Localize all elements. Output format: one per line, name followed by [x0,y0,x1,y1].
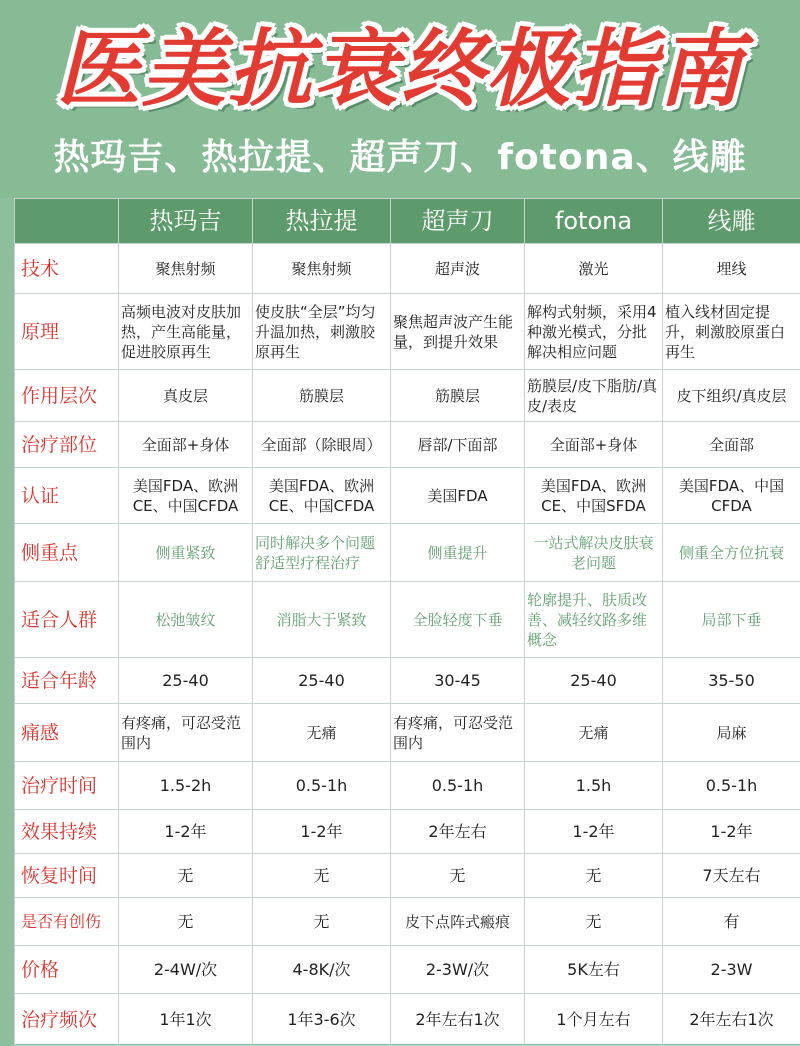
table-cell: 1-2年 [525,810,663,854]
table-cell: 1个月左右 [525,994,663,1046]
table-row [15,854,800,898]
table-cell: 美国FDA [391,468,525,524]
table-cell: 无痛 [253,704,391,762]
table-cell: 一站式解决皮肤衰老问题 [525,524,663,582]
table-cell: 无 [119,898,253,946]
table-cell: 有 [663,898,800,946]
row-label: 原理 [15,294,119,370]
row-label: 痛感 [15,704,119,762]
row-label: 作用层次 [15,370,119,422]
table-cell: 侧重提升 [391,524,525,582]
table-cell: 有疼痛，可忍受范围内 [391,704,525,762]
page-title: 医美抗衰终极指南 [0,14,800,124]
table-cell: 美国FDA、中国CFDA [663,468,800,524]
table-cell: 真皮层 [119,370,253,422]
table-cell: 使皮肤“全层”均匀升温加热，刺激胶原再生 [253,294,391,370]
table-cell: 全面部+身体 [525,422,663,468]
column-header: fotona [525,199,663,244]
table-cell: 局麻 [663,704,800,762]
table-cell: 1-2年 [253,810,391,854]
table-row [15,658,800,704]
table-cell: 美国FDA、欧洲CE、中国CFDA [253,468,391,524]
table-cell: 35-50 [663,658,800,704]
table-cell: 全面部+身体 [119,422,253,468]
table-cell: 无 [525,898,663,946]
comparison-table [14,198,800,1044]
table-cell: 5K左右 [525,946,663,994]
table-cell: 1-2年 [663,810,800,854]
row-label: 治疗频次 [15,994,119,1046]
table-cell: 30-45 [391,658,525,704]
table-cell: 无痛 [525,704,663,762]
column-header: 热玛吉 [119,199,253,244]
table-row [15,704,800,762]
table-cell: 0.5-1h [391,762,525,810]
table-cell: 2年左右 [391,810,525,854]
table-cell: 同时解决多个问题舒适型疗程治疗 [253,524,391,582]
table-row [15,898,800,946]
table-cell: 激光 [525,244,663,294]
row-label: 侧重点 [15,524,119,582]
table-cell: 2年左右1次 [391,994,525,1046]
row-label: 适合年龄 [15,658,119,704]
table-cell: 无 [253,898,391,946]
table-cell: 全面部（除眼周） [253,422,391,468]
table-cell: 高频电波对皮肤加热，产生高能量，促进胶原再生 [119,294,253,370]
table-cell: 1年1次 [119,994,253,1046]
table-cell: 2年左右1次 [663,994,800,1046]
table-cell: 7天左右 [663,854,800,898]
table-cell: 解构式射频，采用4种激光模式，分批解决相应问题 [525,294,663,370]
table-row [15,370,800,422]
row-label: 恢复时间 [15,854,119,898]
table-cell: 局部下垂 [663,582,800,658]
table-cell: 0.5-1h [253,762,391,810]
table-cell: 聚焦射频 [119,244,253,294]
table-row [15,994,800,1046]
table-cell: 25-40 [525,658,663,704]
table-cell: 唇部/下面部 [391,422,525,468]
table-header-row [15,199,800,244]
table-cell: 1年3-6次 [253,994,391,1046]
table-cell: 0.5-1h [663,762,800,810]
table-cell: 松弛皱纹 [119,582,253,658]
table-row [15,294,800,370]
table-cell: 消脂大于紧致 [253,582,391,658]
table-cell: 1.5h [525,762,663,810]
table-cell: 25-40 [253,658,391,704]
table-row [15,810,800,854]
table-cell: 植入线材固定提升，刺激胶原蛋白再生 [663,294,800,370]
table-cell: 筋膜层 [391,370,525,422]
table-cell: 筋膜层/皮下脂肪/真皮/表皮 [525,370,663,422]
table-cell: 侧重紧致 [119,524,253,582]
row-label: 价格 [15,946,119,994]
table-cell: 美国FDA、欧洲CE、中国SFDA [525,468,663,524]
page-header [0,0,800,198]
row-label: 效果持续 [15,810,119,854]
table-row [15,244,800,294]
table-cell: 埋线 [663,244,800,294]
column-header: 超声刀 [391,199,525,244]
table-row [15,582,800,658]
table-cell: 1.5-2h [119,762,253,810]
table-cell: 美国FDA、欧洲CE、中国CFDA [119,468,253,524]
table-cell: 2-3W [663,946,800,994]
row-label: 技术 [15,244,119,294]
table-cell: 皮下点阵式瘢痕 [391,898,525,946]
table-row [15,946,800,994]
table-cell: 轮廓提升、肤质改善、减轻纹路多维概念 [525,582,663,658]
table-row [15,762,800,810]
table-cell: 聚焦超声波产生能量，到提升效果 [391,294,525,370]
table-cell: 25-40 [119,658,253,704]
table-cell: 全脸轻度下垂 [391,582,525,658]
column-header: 线雕 [663,199,800,244]
table-row [15,468,800,524]
table-cell: 无 [119,854,253,898]
table-cell: 有疼痛，可忍受范围内 [119,704,253,762]
table-cell: 2-4W/次 [119,946,253,994]
table-row [15,422,800,468]
table-row [15,524,800,582]
table-cell: 4-8K/次 [253,946,391,994]
table-cell: 侧重全方位抗衰 [663,524,800,582]
table-corner [15,199,119,244]
table-cell: 全面部 [663,422,800,468]
table-cell: 无 [391,854,525,898]
table-cell: 2-3W/次 [391,946,525,994]
table-cell: 筋膜层 [253,370,391,422]
row-label: 治疗部位 [15,422,119,468]
table-cell: 无 [525,854,663,898]
table-cell: 1-2年 [119,810,253,854]
row-label: 治疗时间 [15,762,119,810]
table-cell: 无 [253,854,391,898]
row-label: 是否有创伤 [15,898,119,946]
row-label: 适合人群 [15,582,119,658]
table-cell: 皮下组织/真皮层 [663,370,800,422]
table-cell: 聚焦射频 [253,244,391,294]
table-cell: 超声波 [391,244,525,294]
row-label: 认证 [15,468,119,524]
page-subtitle: 热玛吉、热拉提、超声刀、fotona、线雕 [0,132,800,184]
column-header: 热拉提 [253,199,391,244]
